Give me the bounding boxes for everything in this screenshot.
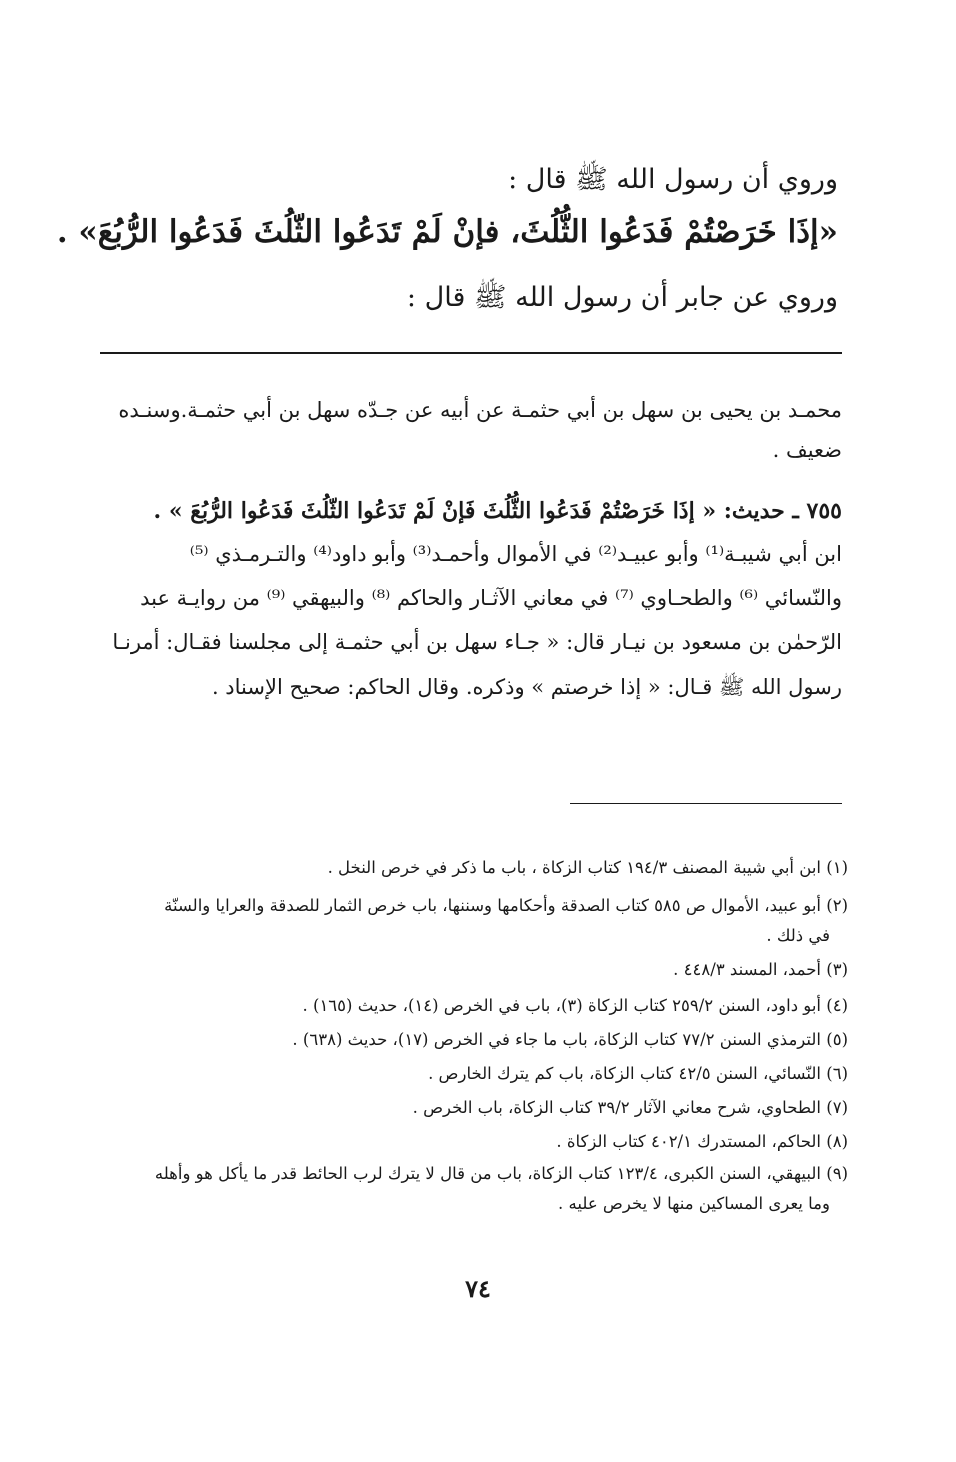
main-text-line-1: وروي أن رسول الله ﷺ قال : xyxy=(508,164,838,195)
footnote-1: (١) ابن أبي شيبة المصنف ١٩٤/٣ كتاب الزكاة ، باب ما ذكر في خرص النخل . xyxy=(327,858,848,877)
hadith-heading: ٧٥٥ ـ حديث: « إذَا خَرَصْتُمْ فَدَعُوا الثُّلُثَ فَإنْ لَمْ تَدَعُوا الثّلُثَ فَدَعُوا الرُّبُعَ » . xyxy=(153,498,842,524)
main-text-line-3: وروي عن جابر أن رسول الله ﷺ قال : xyxy=(406,282,838,313)
footnote-4: (٤) أبو داود، السنن ٢٥٩/٢ كتاب الزكاة (٣)، باب في الخرص (١٤)، حديث (١٦٥) . xyxy=(302,996,848,1015)
footnote-2-continued: في ذلك . xyxy=(766,926,830,945)
commentary-line-2: ضعيف . xyxy=(772,438,842,462)
footnote-6: (٦) النّسائي، السنن ٤٢/٥ كتاب الزكاة، باب كم يترك الخارص . xyxy=(428,1064,848,1083)
footnote-9: (٩) البيهقي، السنن الكبرى، ١٢٣/٤ كتاب الزكاة، باب من قال لا يترك لرب الحائط قدر ما يأكل هو وأهله xyxy=(154,1164,848,1183)
page-number: ٧٤ xyxy=(465,1274,491,1303)
commentary-line-6: الرّحمٰن بن مسعود بن نيـار قال: « جـاء سهل بن أبي حثمـة إلى مجلسنا فقـال: أمرنـا xyxy=(112,630,842,654)
commentary-line-7: رسول الله ﷺ قـال: « إذا خرصتم » وذكره. وقال الحاكم: صحيح الإسناد . xyxy=(211,675,842,699)
footnote-5: (٥) الترمذي السنن ٧٧/٢ كتاب الزكاة، باب ما جاء في الخرص (١٧)، حديث (٦٣٨) . xyxy=(292,1030,848,1049)
footnote-2: (٢) أبو عبيد، الأموال ص ٥٨٥ كتاب الصدقة وأحكامها وسننها، باب خرص الثمار للصدقة والعرايا والسنّة xyxy=(164,896,848,915)
footnote-7: (٧) الطحاوي، شرح معاني الآثار ٣٩/٢ كتاب الزكاة، باب الخرص . xyxy=(412,1098,848,1117)
footnote-9-continued: وما يعرى المساكين منها لا يخرص عليه . xyxy=(558,1194,830,1213)
hadith-quote-line: «إذَا خَرَصْتُمْ فَدَعُوا الثُّلُثَ، فإنْ لَمْ تَدَعُوا الثّلُثَ فَدَعُوا الرُّبُعَ» . xyxy=(56,214,838,250)
footnote-8: (٨) الحاكم، المستدرك ٤٠٢/١ كتاب الزكاة . xyxy=(556,1132,848,1151)
footnote-3: (٣) أحمد، المسند ٤٤٨/٣ . xyxy=(673,960,848,979)
commentary-line-1: محمـد بن يحيى بن سهل بن أبي حثمـة عن أبيه عن جـدّه سهل بن أبي حثمـة.وسنـده xyxy=(118,398,842,422)
commentary-line-4: ابن أبي شيبـة⁽¹⁾ وأبو عبيـد⁽²⁾ في الأموال وأحمـد⁽³⁾ وأبو داود⁽⁴⁾ والتـرمـذي ⁽⁵⁾ xyxy=(189,542,842,566)
commentary-line-5: والنّسائي ⁽⁶⁾ والطحـاوي ⁽⁷⁾ في معاني الآثـار والحاكم ⁽⁸⁾ والبيهقي ⁽⁹⁾ من روايـة عبد xyxy=(140,586,842,610)
main-divider xyxy=(100,352,842,354)
footnotes-divider xyxy=(570,803,842,804)
